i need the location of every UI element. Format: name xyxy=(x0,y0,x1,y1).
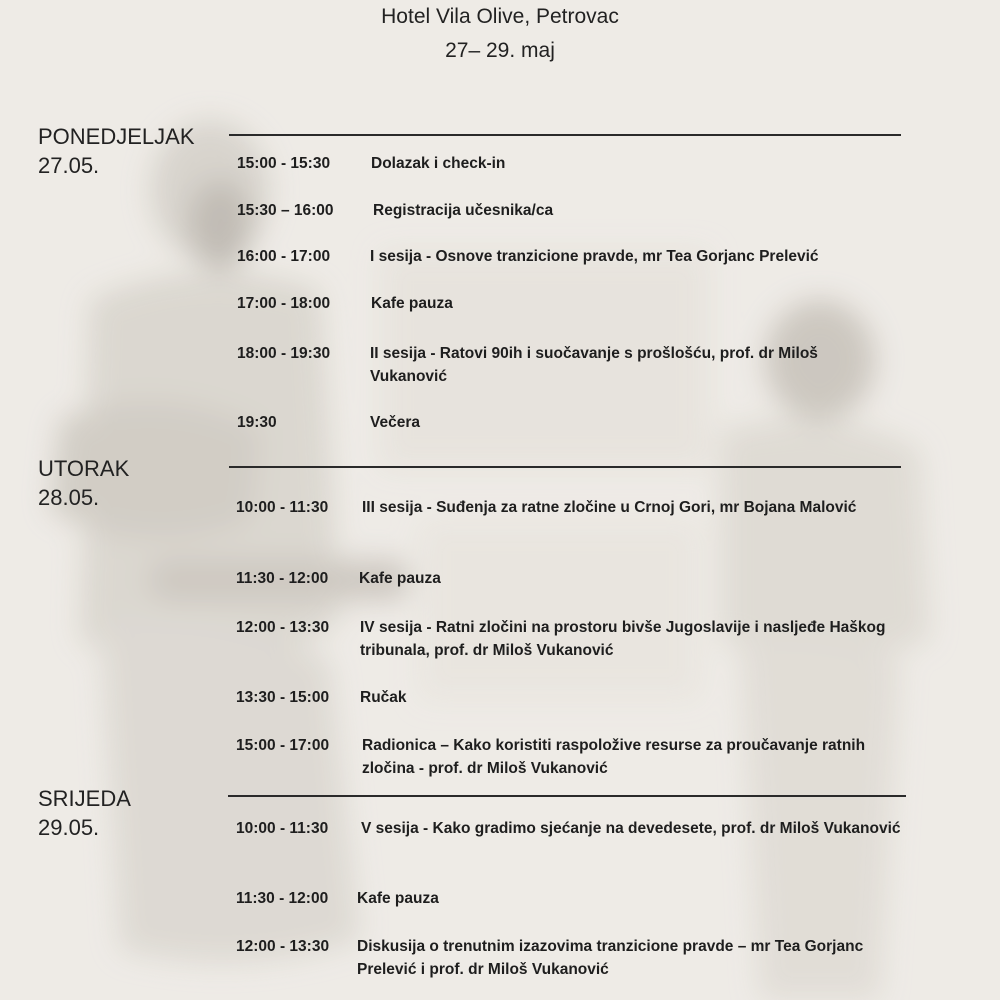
row-text: II sesija - Ratovi 90ih i suočavanje s prošlošću, prof. dr Miloš Vukanović xyxy=(370,345,818,385)
row-time: 16:00 - 17:00 xyxy=(237,248,331,265)
row-text: Radionica – Kako koristiti raspoložive resurse za proučavanje ratnih zločina - prof. dr Miloš Vukanović xyxy=(362,737,866,777)
row-text: Kafe pauza xyxy=(359,570,441,587)
row-text: IV sesija - Ratni zločini na prostoru bivše Jugoslavije i nasljeđe Haškog tribunala, prof. dr Miloš Vukanović xyxy=(360,619,886,659)
schedule-row xyxy=(236,567,879,590)
row-time: 17:00 - 18:00 xyxy=(237,295,331,312)
row-time: 13:30 - 15:00 xyxy=(236,689,330,706)
day-date: 28.05. xyxy=(38,485,100,510)
schedule-row xyxy=(236,887,877,910)
schedule-row xyxy=(236,616,900,662)
day-monday xyxy=(38,122,195,180)
row-text: Diskusija o trenutnim izazovima tranzicione pravde – mr Tea Gorjanc Prelević i prof. dr Miloš Vukanović xyxy=(357,938,864,978)
row-time: 19:30 xyxy=(237,414,277,431)
divider-wednesday xyxy=(228,795,906,797)
venue-title: Hotel Vila Olive, Petrovac xyxy=(381,5,619,28)
row-time: 10:00 - 11:30 xyxy=(236,820,329,837)
row-text: Kafe pauza xyxy=(357,890,439,907)
day-name: PONEDJELJAK xyxy=(38,124,195,149)
schedule-row xyxy=(237,342,895,388)
schedule-row xyxy=(237,245,910,268)
row-time: 11:30 - 12:00 xyxy=(236,890,329,907)
day-tuesday xyxy=(38,454,129,512)
row-time: 15:00 - 15:30 xyxy=(237,155,331,172)
row-text: Ručak xyxy=(360,689,407,706)
divider-monday xyxy=(229,134,901,136)
divider-tuesday xyxy=(229,466,901,468)
row-text: III sesija - Suđenja za ratne zločine u Crnoj Gori, mr Bojana Malović xyxy=(362,499,857,516)
schedule-row xyxy=(237,292,891,315)
row-time: 15:30 – 16:00 xyxy=(237,202,334,219)
row-time: 10:00 - 11:30 xyxy=(236,499,329,516)
row-time: 15:00 - 17:00 xyxy=(236,737,330,754)
row-text: V sesija - Kako gradimo sjećanje na devedesete, prof. dr Miloš Vukanović xyxy=(361,820,901,837)
schedule-row xyxy=(236,686,880,709)
day-date: 27.05. xyxy=(38,153,100,178)
row-time: 11:30 - 12:00 xyxy=(236,570,329,587)
row-text: Večera xyxy=(370,414,420,431)
schedule-row xyxy=(237,411,890,434)
row-time: 12:00 - 13:30 xyxy=(236,938,330,955)
row-text: Kafe pauza xyxy=(371,295,453,312)
row-text: Registracija učesnika/ca xyxy=(373,202,554,219)
schedule-row xyxy=(236,734,892,780)
schedule-row xyxy=(236,496,872,519)
row-text: I sesija - Osnove tranzicione pravde, mr Tea Gorjanc Prelević xyxy=(370,248,819,265)
day-date: 29.05. xyxy=(38,815,100,840)
row-text: Dolazak i check-in xyxy=(371,155,506,172)
schedule-row xyxy=(236,935,877,981)
schedule-row xyxy=(237,152,891,175)
schedule-row xyxy=(236,817,901,840)
day-name: SRIJEDA xyxy=(38,786,131,811)
row-time: 12:00 - 13:30 xyxy=(236,619,330,636)
row-time: 18:00 - 19:30 xyxy=(237,345,331,362)
event-dates: 27– 29. maj xyxy=(445,39,555,62)
schedule-row xyxy=(237,199,893,222)
day-name: UTORAK xyxy=(38,456,130,481)
day-wednesday xyxy=(38,784,131,842)
